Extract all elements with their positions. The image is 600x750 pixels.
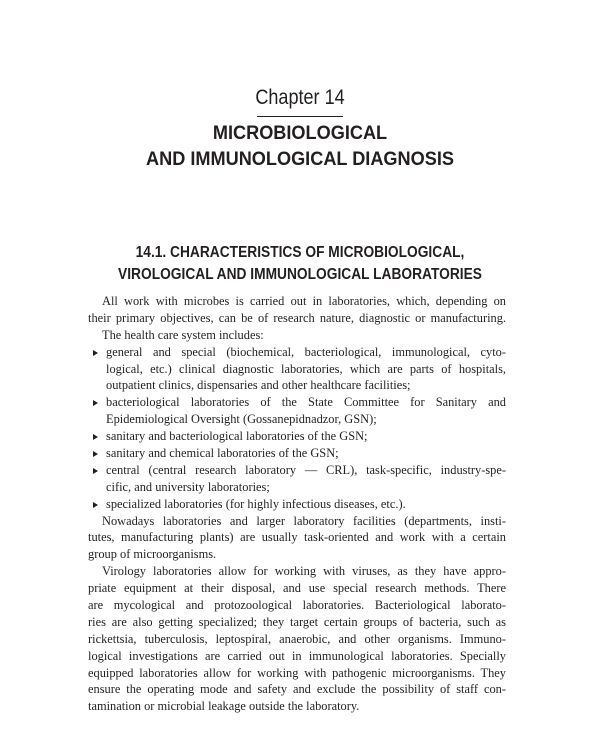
bullet-icon	[88, 394, 98, 411]
chapter-label: Chapter 14	[255, 86, 345, 109]
paragraph-line: priate equipment at their disposal, and use special research methods. There	[88, 581, 506, 596]
list-item	[88, 344, 506, 395]
paragraph-line: ensure the operating mode and safety and exclude the possibility of staff con-	[88, 682, 506, 697]
paragraph-line: their primary objectives, can be of research nature, diagnostic or manufacturing.	[88, 310, 506, 325]
paragraph-line: All work with microbes is carried out in laboratories, which, depending on	[102, 294, 506, 308]
list-item-line: central (central research laboratory — CRL), task-specific, industry-spe-	[106, 462, 506, 477]
list-item-line: Epidemiological Oversight (Gossanepidnadzor, GSN);	[106, 412, 377, 427]
paragraph-line: Nowadays laboratories and larger laboratory facilities (departments, insti-	[102, 513, 506, 528]
bullet-icon	[88, 496, 98, 513]
chapter-title-line-2: AND IMMUNOLOGICAL DIAGNOSIS	[146, 148, 454, 170]
list-item-line: sanitary and bacteriological laboratories of the GSN;	[106, 429, 368, 444]
paragraph-line: rickettsia, tuberculosis, leptospiral, anaerobic, and other organisms. Immuno-	[88, 631, 506, 646]
paragraph-line: group of microorganisms.	[88, 547, 217, 562]
paragraph-line: logical investigations are carried out in immunological laboratories. Specially	[88, 648, 506, 663]
paragraph-line: tamination or microbial leakage outside the laboratory.	[88, 699, 360, 714]
chapter-title-line-1: MICROBIOLOGICAL	[212, 122, 388, 144]
list-item-line: sanitary and chemical laboratories of the GSN;	[106, 446, 339, 461]
list-item-line: outpatient clinics, dispensaries and other healthcare facilities;	[106, 378, 411, 393]
body-text	[88, 293, 506, 715]
bullet-icon	[88, 428, 98, 445]
chapter-title	[0, 120, 600, 172]
list-item-line: specialized laboratories (for highly infectious diseases, etc.).	[106, 496, 406, 511]
list-item	[88, 394, 506, 428]
list-item-line: bacteriological laboratories of the State Committee for Sanitary and	[106, 395, 506, 410]
paragraph-line: equipped laboratories allow for working with pathogenic microorganisms. They	[88, 665, 506, 680]
paragraph-line: Virology laboratories allow for working with viruses, as they have appro-	[102, 564, 506, 579]
section-title-line-1: 14.1. CHARACTERISTICS OF MICROBIOLOGICAL,	[135, 244, 465, 261]
paragraph-line: tutes, manufacturing plants) are usually task-oriented and work with a certain	[88, 530, 506, 545]
bullet-icon	[88, 344, 98, 361]
section-title-line-2: VIROLOGICAL AND IMMUNOLOGICAL LABORATORIES	[118, 266, 482, 283]
list-item	[88, 428, 506, 445]
bullet-icon	[88, 462, 98, 479]
bullet-icon	[88, 445, 98, 462]
list-item	[88, 496, 506, 513]
paragraph-line: are mycological and protozoological laboratories. Bacteriological laborato-	[88, 598, 506, 613]
list-item-line: general and special (biochemical, bacteriological, immunological, cyto-	[106, 344, 506, 359]
section-title	[0, 242, 600, 286]
paragraph-line: ries are also getting specialized; they target certain groups of bacteria, such as	[88, 614, 506, 629]
list-item	[88, 462, 506, 496]
list-item	[88, 445, 506, 462]
chapter-underline	[257, 116, 343, 117]
paragraph-line: The health care system includes:	[102, 327, 264, 342]
list-item-line: logical, etc.) clinical diagnostic laboratories, which are parts of hospitals,	[106, 361, 506, 376]
list-item-line: cific, and university laboratories;	[106, 479, 270, 494]
